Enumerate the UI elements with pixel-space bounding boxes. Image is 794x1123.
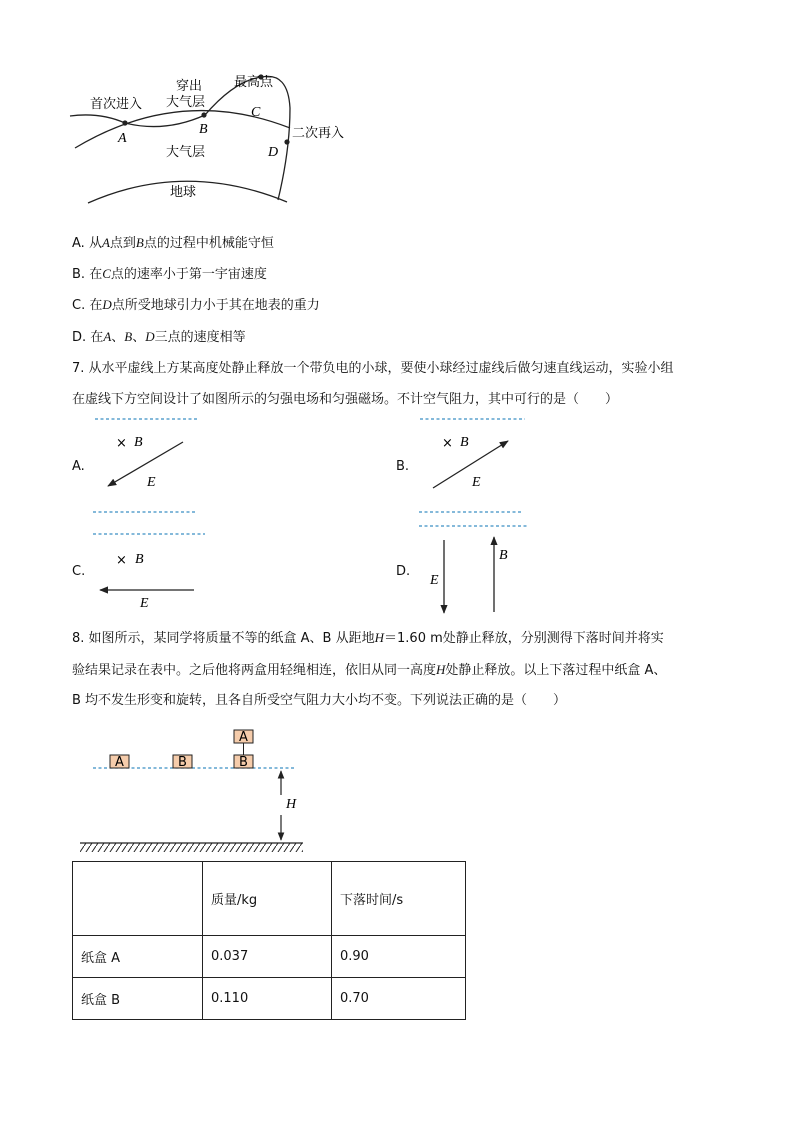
table-header-row <box>73 862 466 936</box>
table-row <box>73 936 466 978</box>
point-var: B <box>135 235 144 250</box>
q7-option-c-letter: C. <box>72 564 86 579</box>
option-a-e-label: E <box>147 475 156 490</box>
stem-text: 处静止释放，分别测得下落时间并将实 <box>442 631 664 646</box>
stem-text: 8. 如图所示，某同学将质量不等的纸盒 A、B 从距地 <box>72 631 375 646</box>
option-c-b-label: B <box>135 552 144 567</box>
ground-hatch <box>80 843 303 852</box>
orbit-figure <box>0 0 794 230</box>
q8-drop-figure <box>0 720 794 860</box>
second-entry-label: 二次再入 <box>292 126 345 141</box>
height-label: H <box>286 797 297 812</box>
option-letter: C. <box>72 298 86 313</box>
table-cell: 0.110 <box>203 978 332 1020</box>
q7-stem-line1: 7. 从水平虚线上方某高度处静止释放一个带负电的小球，要使小球经过虚线后做匀速直线运动，实验小组 <box>72 361 674 376</box>
q7-option-b-letter: B. <box>396 459 410 474</box>
table-cell: 0.90 <box>332 936 466 978</box>
q6-option-a <box>72 234 274 253</box>
point-d-dot <box>284 139 289 144</box>
highest-point-label: 最高点 <box>234 75 274 90</box>
height-var: H <box>436 662 446 677</box>
height-value: ＝1.60 m <box>384 631 443 646</box>
option-letter: A. <box>72 236 85 251</box>
option-text: 、 <box>111 330 125 345</box>
exit-label-line2: 大气层 <box>166 95 206 110</box>
atmosphere-label: 大气层 <box>166 145 206 160</box>
table-header-cell: 质量/kg <box>203 862 332 936</box>
q8-stem-line3: B 均不发生形变和旋转，且各自所受空气阻力大小均不变。下列说法正确的是（ ） <box>72 693 567 708</box>
point-a-label: A <box>118 131 127 146</box>
q7-option-a-letter: A. <box>72 459 85 474</box>
option-text: 从 <box>88 236 102 251</box>
earth-label: 地球 <box>170 185 197 200</box>
height-var: H <box>374 630 385 645</box>
stem-text: 验结果记录在表中。之后他将两盒用轻绳相连，依旧从同一高度 <box>72 663 437 678</box>
table-cell: 纸盒 A <box>73 936 203 978</box>
option-text: 点的速率小于第一宇宙速度 <box>110 267 267 282</box>
table-row <box>73 978 466 1020</box>
option-b-b-label: B <box>460 435 469 450</box>
option-text: 、 <box>132 330 146 345</box>
q6-option-b <box>72 265 267 284</box>
point-b-label: B <box>199 122 208 137</box>
q7-stem-line2: 在虚线下方空间设计了如图所示的匀强电场和匀强磁场。不计空气阻力，其中可行的是（ ） <box>72 392 619 407</box>
point-var: D <box>145 329 155 344</box>
option-text: 三点的速度相等 <box>154 330 246 345</box>
table-header-cell: 下落时间/s <box>332 862 466 936</box>
table-cell: 0.70 <box>332 978 466 1020</box>
option-d-b-label: B <box>499 548 508 563</box>
option-b-b-cross: × <box>442 436 453 451</box>
point-var: D <box>102 297 112 312</box>
box-b-stacked-label: B <box>239 755 248 770</box>
option-a-b-label: B <box>134 435 143 450</box>
option-b-e-label: E <box>472 475 481 490</box>
option-letter: B. <box>72 267 86 282</box>
box-b-label: B <box>178 755 187 770</box>
point-d-label: D <box>268 145 279 160</box>
results-table <box>72 861 466 1020</box>
option-d-e-label: E <box>430 573 439 588</box>
option-letter: D. <box>72 330 87 345</box>
q8-stem-line2 <box>72 661 666 680</box>
point-var: B <box>124 329 133 344</box>
exit-label-line1: 穿出 <box>176 79 203 94</box>
q6-option-c <box>72 296 320 315</box>
table-cell: 纸盒 B <box>73 978 203 1020</box>
point-var: A <box>103 329 112 344</box>
point-var: A <box>101 235 110 250</box>
option-text: 点的过程中机械能守恒 <box>143 236 274 251</box>
stem-text: 处静止释放。以上下落过程中纸盒 A、 <box>445 663 667 678</box>
q7-figures <box>0 405 794 620</box>
q6-option-d <box>72 328 246 347</box>
option-a-b-cross: × <box>116 436 127 451</box>
option-c-e-label: E <box>140 596 149 611</box>
option-text: 点到 <box>109 236 136 251</box>
point-b-dot <box>201 112 206 117</box>
option-text: 在 <box>89 298 103 313</box>
point-var: C <box>102 266 111 281</box>
point-c-label: C <box>251 105 261 120</box>
table-cell: 0.037 <box>203 936 332 978</box>
table-header-cell <box>73 862 203 936</box>
option-text: 在 <box>89 267 103 282</box>
option-text: 点所受地球引力小于其在地表的重力 <box>111 298 320 313</box>
box-a-stacked-label: A <box>239 730 248 745</box>
point-a-dot <box>122 120 127 125</box>
option-text: 在 <box>90 330 104 345</box>
option-c-b-cross: × <box>116 553 127 568</box>
first-entry-label: 首次进入 <box>90 97 143 112</box>
q8-stem-line1 <box>72 629 664 648</box>
box-a-label: A <box>115 755 124 770</box>
q7-option-d-letter: D. <box>396 564 411 579</box>
